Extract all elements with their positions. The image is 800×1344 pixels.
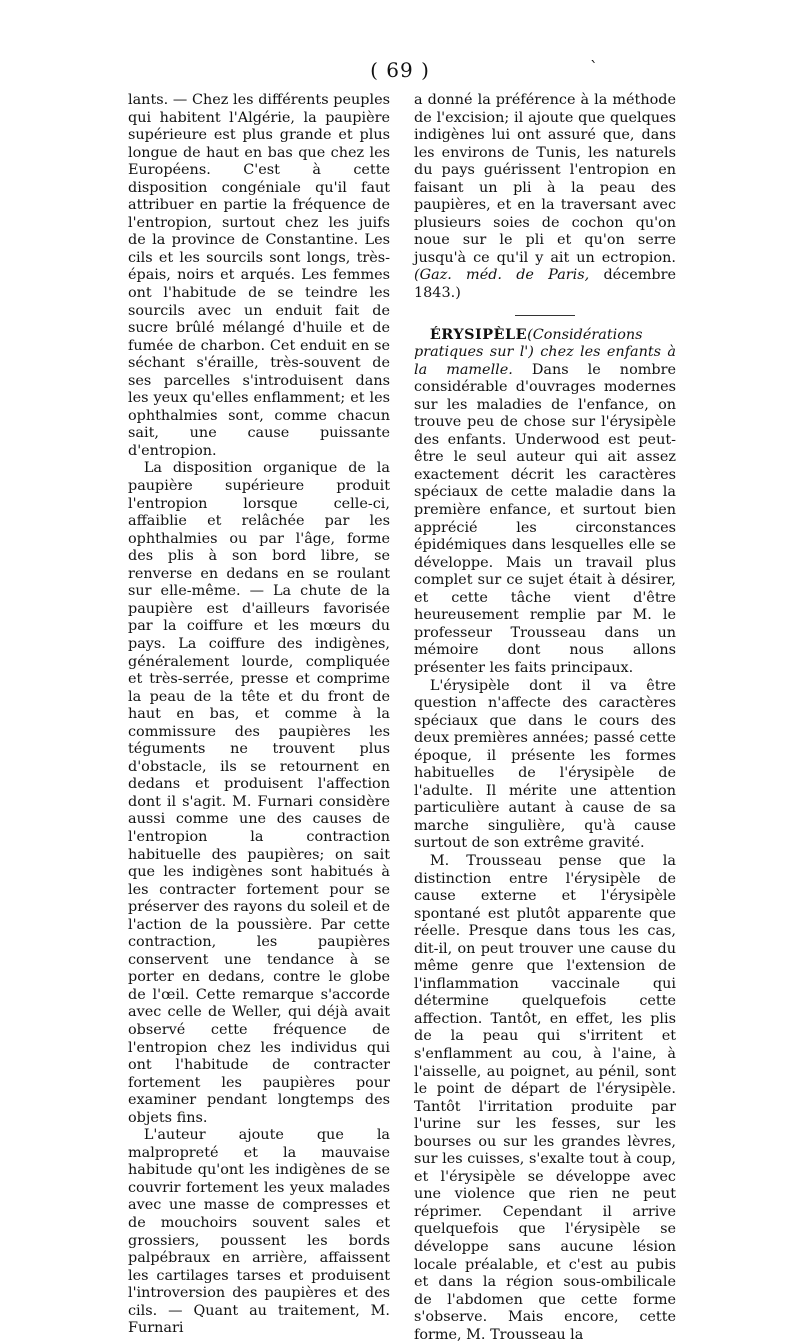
right-paragraph-4: M. Trousseau pense que la distinction entre l'érysipèle de cause externe et l'érysipèle spontané est plutôt apparente que réelle. Presque dans tous les cas, dit-il, on peut trouver une cause du même genre que l'extension de l'inflammation vaccinale qui détermine quelquefois cette affection. Tantôt, en effet, les plis de la peau qui s'irritent et s'enflamment au cou, à l'aine, à l'aisselle, au poignet, au pénil, sont le point de départ de l'érysipèle. Tantôt l'irritation produite par l'urine sur les fesses, sur les bourses ou sur les grandes lèvres, sur les cuisses, s'exalte tout à coup, et l'érysipèle se développe avec une violence que rien ne peut réprimer. Cependant il arrive quelquefois que l'érysipèle se développe sans aucune lésion locale préalable, et c'est au pubis et dans la région sous-ombilicale de l'abdomen que cette forme s'observe. Mais encore, cette forme, M. Trousseau la [414,852,676,1343]
section-heading-title: ÉRYSIPÈLE [429,325,528,343]
right-paragraph-2: Dans le nombre considérable d'ouvrages modernes sur les maladies de l'enfance, on trouve peu de chose sur l'érysipèle des enfants. Underwood est peut-être le seul auteur qui ait assez exactement décrit les caractères spéciaux de cette maladie dans la première enfance, et surtout bien apprécié les circonstances épidémiques dans lesquelles elle se développe. Mais un travail plus complet sur ce sujet était à désirer, et cette tâche vient d'être heureusement remplie par M. le professeur Trousseau dans un mémoire dont nous allons présenter les faits principaux. [414,361,676,676]
left-paragraph-3: L'auteur ajoute que la malpropreté et la mauvaise habitude qu'ont les indigènes de se couvrir fortement les yeux malades avec une masse de compresses et de mouchoirs souvent sales et grossiers, poussent les bords palpébraux en arrière, affaissent les cartilages tarses et produisent l'introversion des paupières et des cils. — Quant au traitement, M. Furnari [128,1127,390,1337]
left-paragraph-1: lants. — Chez les différents peuples qui habitent l'Algérie, la paupière supérieure est plus grande et plus longue de haut en bas que chez les Européens. C'est à cette disposition congéniale qu'il faut attribuer en partie la fréquence de l'entropion, surtout chez les juifs de la province de Constantine. Les cils et les sourcils sont longs, très-épais, noirs et arqués. Les femmes ont l'habitude de se teindre les sourcils avec un enduit fait de sucre brûlé mélangé d'huile et de fumée de charbon. Cet enduit en se séchant s'éraille, très-souvent de ses parcelles s'introduisent dans les yeux qu'elles enflamment; et les ophthalmies sont, comme chacun sait, une cause puissante d'entropion. [128,92,390,459]
right-paragraph-3: L'érysipèle dont il va être question n'affecte des caractères spéciaux que dans le cours des deux premières années; passé cette époque, il présente les formes habituelles de l'érysipèle de l'adulte. Il mérite une attention particulière autant à cause de sa marche singulière, qu'à cause surtout de son extrême gravité. [414,677,676,852]
page-header [0,58,800,82]
corner-mark: ˋ [590,58,599,77]
page-number: ( 69 ) [370,58,430,82]
citation-source: (Gaz. méd. de Paris, [414,267,590,284]
left-paragraph-2: La disposition organique de la paupière supérieure produit l'entropion lorsque celle-ci, affaiblie et relâchée par les ophthalmies ou par l'âge, forme des plis à son bord libre, se renverse en dedans en se roulant sur elle-même. — La chute de la paupière est d'ailleurs favorisée par la coiffure et les mœurs du pays. La coiffure des indigènes, généralement lourde, compliquée et très-serrée, presse et comprime la peau de la tête et du front de haut en bas, et comme à la commissure des paupières les téguments ne trouvent plus d'obstacle, ils se retournent en dedans et produisent l'affection dont il s'agit. M. Furnari considère aussi comme une des causes de l'entropion la contraction habituelle des paupières; on sait que les indigènes sont habitués à les contracter fortement pour se préserver des rayons du soleil et de l'action de la poussière. Par cette contraction, les paupières conservent une tendance à se porter en dedans, contre le globe de l'œil. Cette remarque s'accorde avec celle de Weller, qui déjà avait observé cette fréquence de l'entropion chez les individus qui ont l'habitude de contracter fortement les paupières pour examiner pendant longtemps des objets fins. [128,460,390,1126]
section-divider [515,315,575,316]
section-heading-paragraph [414,326,676,678]
citation-date: décembre 1843.) [414,267,676,302]
left-column [128,92,390,1338]
right-paragraph-1 [414,92,676,303]
right-column [414,92,676,1344]
right-paragraph-1-text: a donné la préférence à la méthode de l'excision; il ajoute que quelques indigènes lui ont assuré que, dans les environs de Tunis, les naturels du pays guérissent l'entropion en faisant un pli à la peau des paupières, et en la traversant avec plusieurs soies de cochon qu'on noue sur le pli et qu'on serre jusqu'à ce qu'il y ait un ectropion. [414,92,676,266]
section-heading-subtitle: (Considérations pratiques sur l') chez les enfants à la mamelle. [414,326,676,378]
